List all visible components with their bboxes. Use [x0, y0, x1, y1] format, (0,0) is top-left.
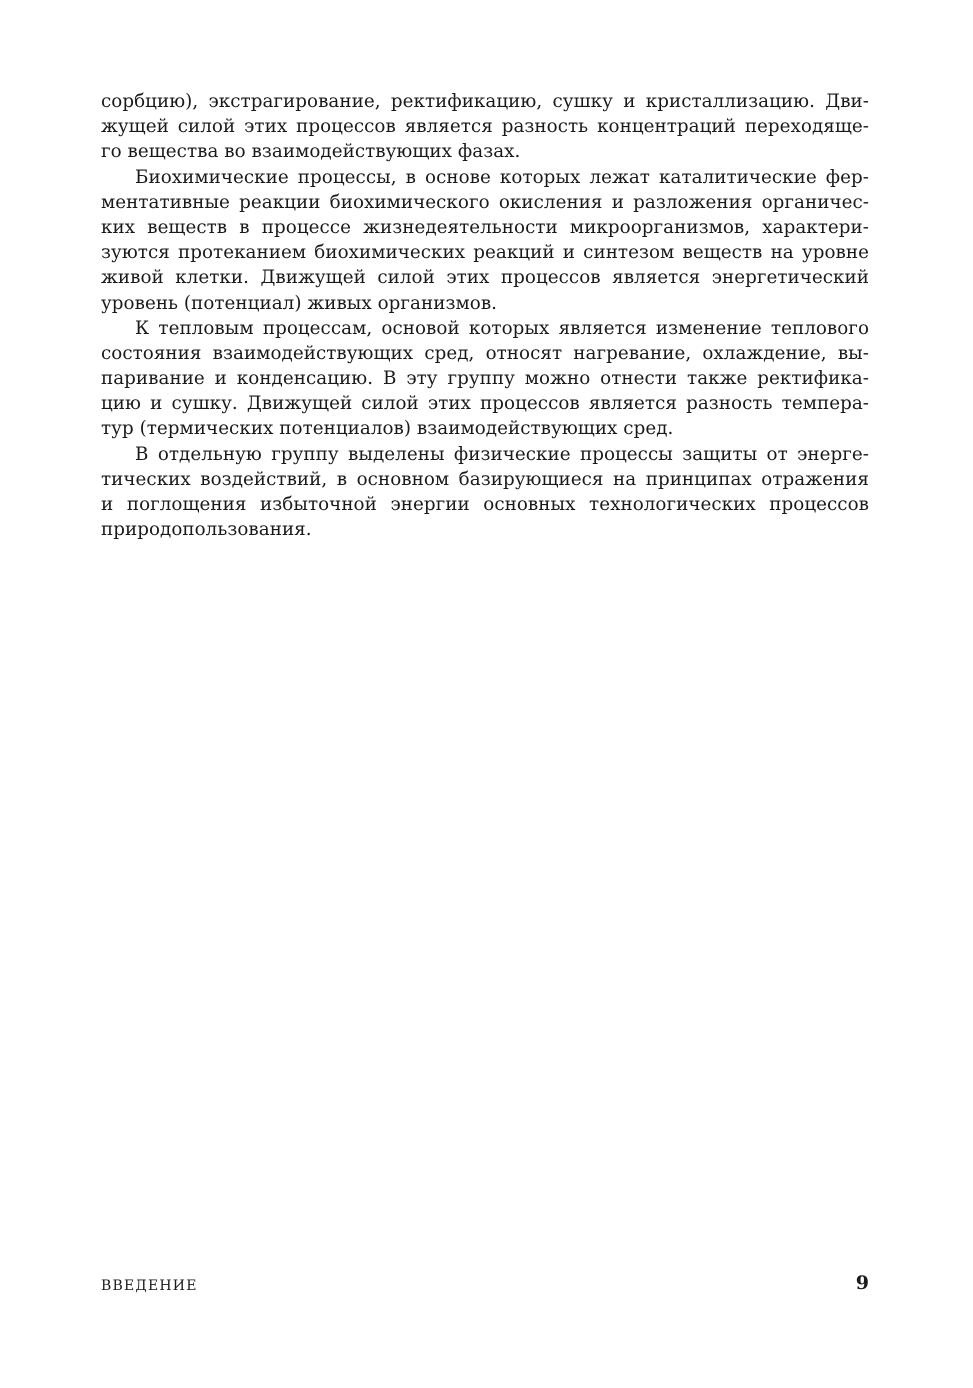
text-line: природопользования. [101, 519, 312, 541]
text-line: уровень (потенциал) живых организмов. [101, 292, 498, 314]
text-line: го вещества во взаимодействующих фазах. [101, 141, 521, 163]
text-line: и поглощения избыточной энергии основных технологических процессов [101, 494, 869, 515]
text-line: тур (термических потенциалов) взаимодействующих сред. [101, 418, 674, 440]
text-line: зуются протеканием биохимических реакций и синтезом веществ на уровне [101, 242, 869, 264]
paragraph [101, 442, 869, 543]
text-line: паривание и конденсацию. В эту группу можно отнести также ректифика- [101, 368, 869, 390]
text-line: жущей силой этих процессов является разность концентраций переходяще- [101, 116, 869, 138]
paragraph [101, 89, 869, 165]
body-text [101, 89, 869, 542]
text-line: состояния взаимодействующих сред, относят нагревание, охлаждение, вы- [101, 342, 869, 364]
text-line: живой клетки. Движущей силой этих процессов является энергетический [101, 267, 869, 289]
text-line: сорбцию), экстрагирование, ректификацию, сушку и кристаллизацию. Дви- [101, 91, 869, 112]
text-line: К тепловым процессам, основой которых является изменение теплового [135, 317, 869, 339]
text-line: ментативные реакции биохимического окисления и разложения органичес- [101, 191, 869, 213]
text-line: В отдельную группу выделены физические процессы защиты от энерге- [135, 443, 869, 465]
text-line: цию и сушку. Движущей силой этих процессов является разность темпера- [101, 393, 869, 415]
page-number: 9 [855, 1272, 869, 1294]
paragraph [101, 316, 869, 442]
running-footer-section-title: ВВЕДЕНИЕ [101, 1278, 198, 1294]
text-line: тических воздействий, в основном базирующиеся на принципах отражения [101, 468, 869, 490]
text-line: Биохимические процессы, в основе которых лежат каталитические фер- [135, 166, 869, 188]
text-line: ких веществ в процессе жизнедеятельности микроорганизмов, характери- [101, 216, 869, 238]
paragraph [101, 165, 869, 316]
